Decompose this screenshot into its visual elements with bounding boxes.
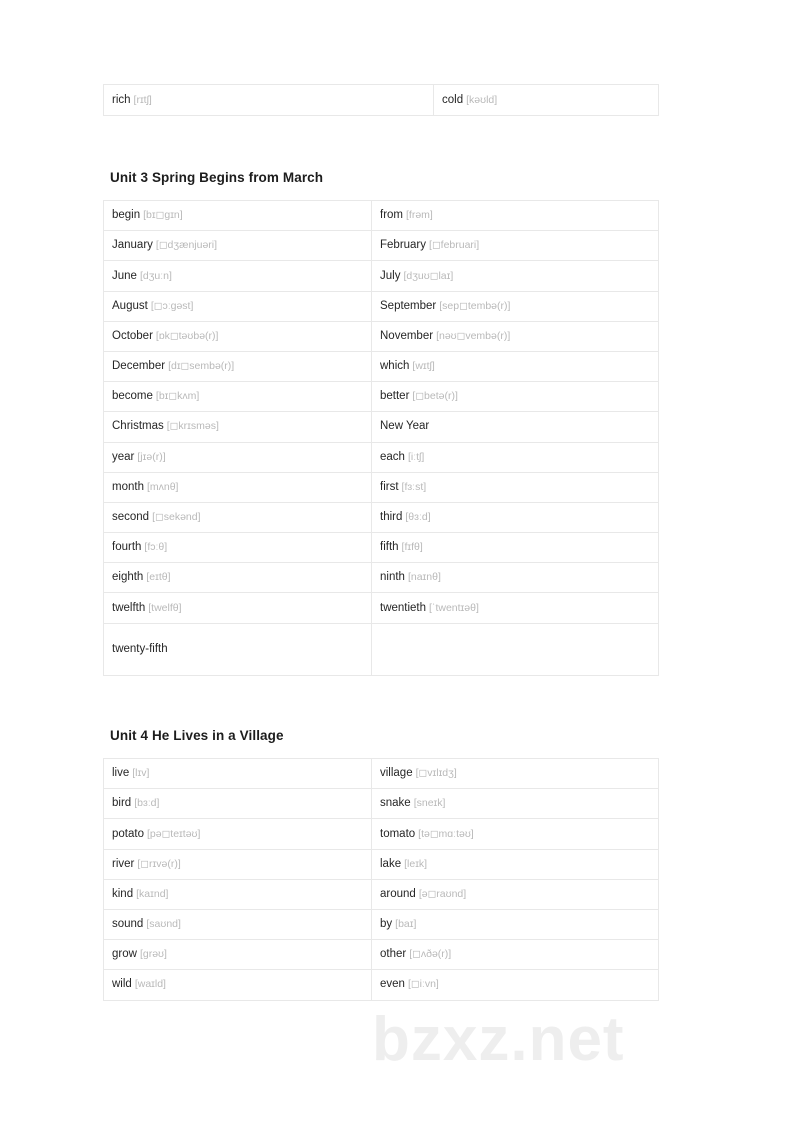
- vocab-word: August: [112, 299, 148, 312]
- vocab-phonetic: [ə◻raʊnd]: [418, 887, 467, 900]
- vocab-phonetic: [baɪ]: [395, 918, 417, 931]
- table-row: [104, 291, 659, 321]
- vocab-word: potato: [112, 827, 144, 840]
- vocab-phonetic: [◻vɪlɪdʒ]: [415, 767, 457, 780]
- vocab-word: tomato: [380, 827, 416, 840]
- vocab-cell: [372, 533, 659, 563]
- vocab-cell: [104, 201, 372, 231]
- vocab-phonetic: [sep◻tembə(r)]: [439, 299, 511, 312]
- vocab-word: by: [380, 918, 393, 931]
- vocab-cell: [104, 412, 372, 442]
- vocab-phonetic: [rɪtʃ]: [133, 93, 152, 106]
- table-row: [104, 819, 659, 849]
- vocab-word: village: [380, 767, 413, 780]
- vocab-cell: [104, 623, 372, 675]
- vocab-word: better: [380, 390, 410, 403]
- vocab-word: around: [380, 887, 416, 900]
- vocab-phonetic: [◻rɪvə(r)]: [137, 857, 181, 870]
- vocab-word: even: [380, 978, 405, 991]
- vocab-cell: [372, 442, 659, 472]
- vocab-phonetic: [twelfθ]: [148, 601, 182, 614]
- vocab-cell: [104, 321, 372, 351]
- vocab-phonetic: [dʒuːn]: [139, 269, 172, 282]
- vocab-word: rich: [112, 93, 131, 106]
- vocab-cell: [372, 879, 659, 909]
- vocab-word: kind: [112, 887, 134, 900]
- vocab-cell: [104, 879, 372, 909]
- vocab-cell: [104, 970, 372, 1000]
- site-watermark: bzxz.net: [372, 1005, 625, 1074]
- vocab-cell: [372, 472, 659, 502]
- vocab-word: second: [112, 511, 150, 523]
- table-row: [104, 623, 659, 675]
- table-row: [104, 593, 659, 623]
- vocab-cell: [372, 291, 659, 321]
- vocab-cell: [372, 849, 659, 879]
- vocab-word: begin: [112, 209, 141, 222]
- vocab-cell: [104, 261, 372, 291]
- table-row: [104, 849, 659, 879]
- vocab-cell: [372, 351, 659, 381]
- vocab-word: month: [112, 480, 144, 493]
- vocab-phonetic: [frəm]: [406, 209, 433, 222]
- table-row: [104, 879, 659, 909]
- vocab-word: lake: [380, 857, 402, 870]
- table-row: [104, 789, 659, 819]
- table-row: [104, 533, 659, 563]
- unit4-vocabulary-table: [103, 758, 659, 1001]
- vocab-cell: [104, 382, 372, 412]
- vocab-phonetic: [bɪ◻gɪn]: [143, 209, 183, 222]
- table-row: [104, 201, 659, 231]
- vocab-word: December: [112, 360, 166, 373]
- vocab-word: eighth: [112, 571, 144, 584]
- vocab-word: fifth: [380, 541, 399, 554]
- vocab-word: third: [380, 511, 403, 523]
- vocab-phonetic: [◻dʒænjuəri]: [155, 239, 218, 252]
- vocab-cell: [372, 321, 659, 351]
- vocab-word: October: [112, 329, 153, 342]
- vocab-word: other: [380, 948, 407, 961]
- vocab-word: Christmas: [112, 420, 164, 433]
- vocab-phonetic: [jɪə(r)]: [137, 450, 166, 463]
- table-row: [104, 940, 659, 970]
- unit3-heading: Unit 3 Spring Begins from March: [110, 170, 324, 185]
- vocab-cell-empty: [372, 623, 659, 675]
- vocab-phonetic: [fɜːst]: [401, 480, 427, 493]
- table-row: [104, 412, 659, 442]
- vocab-cell: [104, 231, 372, 261]
- vocab-cell: [372, 759, 659, 789]
- vocab-phonetic: [bɪ◻kʌm]: [155, 390, 200, 403]
- vocab-word: grow: [112, 948, 137, 961]
- vocab-phonetic: [◻krɪsməs]: [166, 420, 219, 433]
- vocab-phonetic: [dɪ◻sembə(r)]: [168, 360, 235, 373]
- vocab-cell: [104, 940, 372, 970]
- vocab-phonetic: [fɪfθ]: [401, 541, 423, 554]
- table-row: [104, 502, 659, 532]
- vocab-word: February: [380, 239, 427, 252]
- vocab-word: which: [380, 360, 410, 373]
- unit3-vocabulary-table: [103, 200, 659, 676]
- table-row: [104, 472, 659, 502]
- vocab-cell: [104, 593, 372, 623]
- vocab-cell: [104, 472, 372, 502]
- vocab-cell: [372, 819, 659, 849]
- vocab-phonetic: [kaɪnd]: [136, 887, 169, 900]
- vocab-phonetic: [lɪv]: [132, 767, 150, 780]
- vocab-phonetic: [eɪtθ]: [146, 571, 171, 584]
- vocab-phonetic: [ˈtwentɪəθ]: [429, 601, 479, 614]
- vocab-phonetic: [mʌnθ]: [146, 480, 179, 493]
- vocab-cell: [104, 909, 372, 939]
- table-row: [104, 563, 659, 593]
- vocab-cell: [104, 563, 372, 593]
- unit4-table-body: [104, 759, 659, 1001]
- vocab-word: ninth: [380, 571, 405, 584]
- vocab-word: New Year: [380, 420, 430, 433]
- vocab-phonetic: [θɜːd]: [405, 511, 431, 523]
- vocab-word: June: [112, 269, 137, 282]
- vocab-cell: [372, 970, 659, 1000]
- vocab-word: live: [112, 767, 130, 780]
- vocab-phonetic: [◻iːvn]: [407, 978, 439, 991]
- top-fragment-table: [103, 84, 659, 116]
- vocab-phonetic: [◻betə(r)]: [412, 390, 458, 403]
- unit4-heading: Unit 4 He Lives in a Village: [110, 728, 284, 743]
- vocab-phonetic: [fɔːθ]: [144, 541, 168, 554]
- vocab-phonetic: [iːtʃ]: [407, 450, 425, 463]
- table-row: [104, 261, 659, 291]
- table-row: [104, 382, 659, 412]
- vocab-word: year: [112, 450, 135, 463]
- vocab-cell: [372, 201, 659, 231]
- vocab-word: November: [380, 329, 434, 342]
- table-row: [104, 231, 659, 261]
- vocab-cell: [104, 849, 372, 879]
- vocab-cell: [104, 442, 372, 472]
- vocab-phonetic: [sneɪk]: [413, 797, 446, 810]
- vocab-cell: [372, 261, 659, 291]
- table-row: [104, 351, 659, 381]
- vocab-word: snake: [380, 797, 411, 810]
- vocab-cell: [372, 563, 659, 593]
- vocab-word: twenty-fifth: [112, 642, 168, 655]
- vocab-word: fourth: [112, 541, 142, 554]
- vocab-phonetic: [wɪtʃ]: [412, 360, 435, 373]
- table-row: [104, 970, 659, 1000]
- vocab-word: January: [112, 239, 153, 252]
- vocab-cell: [372, 382, 659, 412]
- table-row: [104, 442, 659, 472]
- table-row: [104, 85, 659, 116]
- vocab-word: July: [380, 269, 401, 282]
- vocab-phonetic: [saʊnd]: [146, 918, 181, 931]
- vocab-cell: [104, 351, 372, 381]
- vocab-cell: [104, 759, 372, 789]
- vocab-cell: [104, 291, 372, 321]
- vocab-cell: [372, 231, 659, 261]
- vocab-cell: [372, 593, 659, 623]
- vocab-word: each: [380, 450, 405, 463]
- vocab-word: twentieth: [380, 601, 427, 614]
- vocab-phonetic: [◻februari]: [429, 239, 480, 252]
- vocab-cell: [372, 940, 659, 970]
- vocab-cell: [104, 819, 372, 849]
- vocab-word: become: [112, 390, 153, 403]
- table-row: [104, 759, 659, 789]
- vocab-phonetic: [dʒuʊ◻laɪ]: [403, 269, 454, 282]
- vocab-word: wild: [112, 978, 132, 991]
- vocab-word: bird: [112, 797, 132, 810]
- vocab-phonetic: [pə◻teɪtəʊ]: [146, 827, 201, 840]
- table-row: [104, 321, 659, 351]
- vocab-phonetic: [nəʊ◻vembə(r)]: [436, 329, 511, 342]
- vocab-cell: [104, 85, 434, 116]
- table-row: [104, 909, 659, 939]
- vocab-word: twelfth: [112, 601, 146, 614]
- vocab-word: from: [380, 209, 403, 222]
- vocab-word: river: [112, 857, 135, 870]
- vocab-word: cold: [442, 93, 464, 106]
- vocab-cell: [372, 909, 659, 939]
- vocab-cell: [372, 502, 659, 532]
- vocab-phonetic: [naɪnθ]: [407, 571, 441, 584]
- unit3-table-body: [104, 201, 659, 676]
- vocab-phonetic: [◻sekənd]: [152, 511, 201, 523]
- vocab-word: first: [380, 480, 399, 493]
- vocab-cell: [104, 502, 372, 532]
- vocab-phonetic: [bɜːd]: [134, 797, 160, 810]
- vocab-phonetic: [waɪld]: [134, 978, 166, 991]
- vocab-phonetic: [◻ɔːgəst]: [150, 299, 194, 312]
- vocab-phonetic: [leɪk]: [404, 857, 428, 870]
- vocab-phonetic: [◻ʌðə(r)]: [409, 948, 452, 961]
- vocab-phonetic: [grəʊ]: [139, 948, 167, 961]
- vocab-cell: [372, 789, 659, 819]
- vocab-word: September: [380, 299, 437, 312]
- vocab-phonetic: [kəʊld]: [466, 93, 498, 106]
- vocab-word: sound: [112, 918, 144, 931]
- vocab-cell: [372, 412, 659, 442]
- top-fragment-body: [104, 85, 659, 116]
- vocab-cell: [104, 789, 372, 819]
- vocab-cell: [104, 533, 372, 563]
- vocab-phonetic: [ɒk◻təʊbə(r)]: [155, 329, 219, 342]
- vocab-phonetic: [tə◻mɑːtəʊ]: [418, 827, 474, 840]
- vocab-cell: [434, 85, 659, 116]
